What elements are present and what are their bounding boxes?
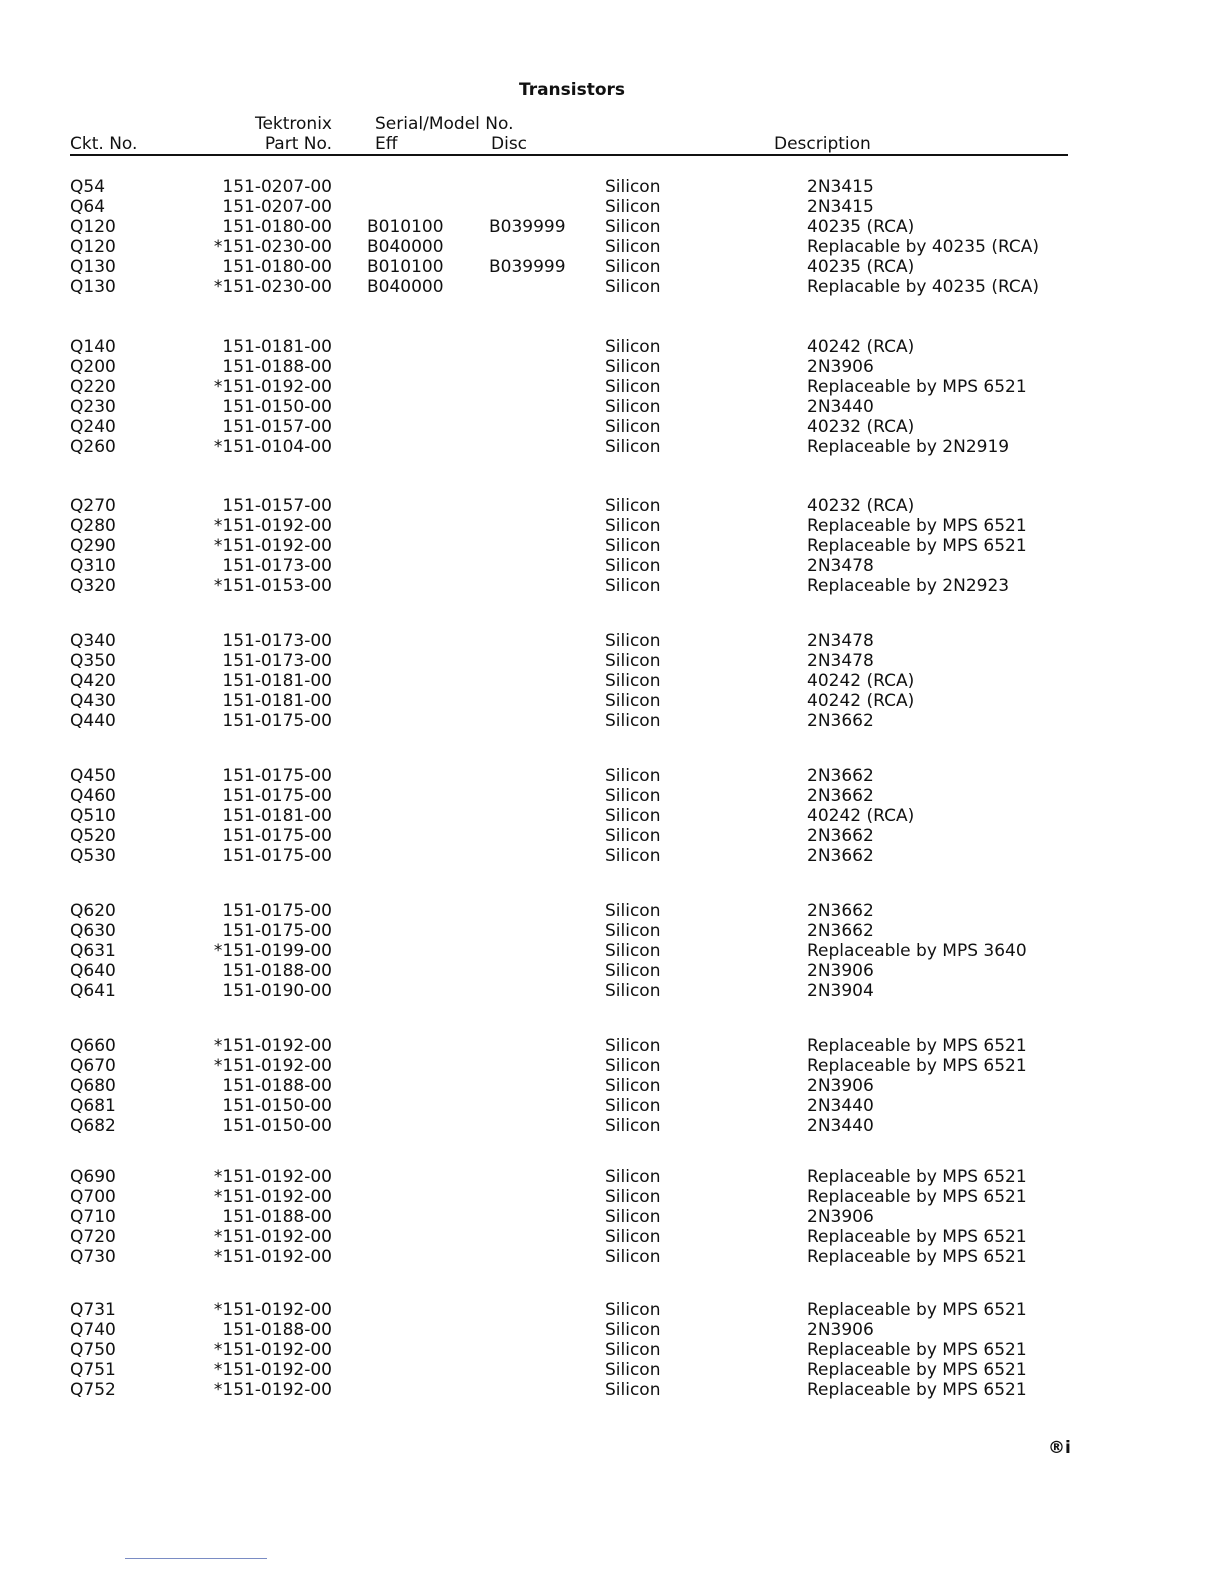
table-row <box>0 397 1224 417</box>
cell-desc: Replaceable by MPS 6521 <box>807 1360 1027 1380</box>
table-row <box>0 691 1224 711</box>
cell-desc: 2N3662 <box>807 786 874 806</box>
cell-desc: 2N3906 <box>807 1076 874 1096</box>
cell-part: 151-0157-00 <box>222 496 332 516</box>
cell-ckt: Q752 <box>70 1380 116 1400</box>
cell-ckt: Q240 <box>70 417 116 437</box>
table-row <box>0 651 1224 671</box>
cell-part: *151-0192-00 <box>213 1380 332 1400</box>
table-row <box>0 901 1224 921</box>
cell-type: Silicon <box>605 671 661 691</box>
cell-ckt: Q320 <box>70 576 116 596</box>
header-eff: Eff <box>375 134 398 154</box>
cell-desc: 2N3906 <box>807 961 874 981</box>
cell-type: Silicon <box>605 961 661 981</box>
cell-part: *151-0192-00 <box>213 1340 332 1360</box>
cell-type: Silicon <box>605 1380 661 1400</box>
table-row <box>0 496 1224 516</box>
cell-desc: 40242 (RCA) <box>807 806 915 826</box>
table-row <box>0 237 1224 257</box>
cell-type: Silicon <box>605 357 661 377</box>
cell-disc: B039999 <box>489 257 566 277</box>
cell-ckt: Q120 <box>70 237 116 257</box>
header-description: Description <box>774 134 871 154</box>
table-row <box>0 1167 1224 1187</box>
cell-desc: Replaceable by MPS 3640 <box>807 941 1027 961</box>
cell-type: Silicon <box>605 197 661 217</box>
cell-desc: 2N3440 <box>807 1096 874 1116</box>
cell-part: 151-0157-00 <box>222 417 332 437</box>
cell-desc: 40232 (RCA) <box>807 496 915 516</box>
table-row <box>0 961 1224 981</box>
cell-desc: 2N3440 <box>807 1116 874 1136</box>
cell-part: *151-0192-00 <box>213 1247 332 1267</box>
cell-type: Silicon <box>605 536 661 556</box>
table-row <box>0 377 1224 397</box>
cell-desc: 2N3478 <box>807 651 874 671</box>
cell-type: Silicon <box>605 921 661 941</box>
cell-type: Silicon <box>605 711 661 731</box>
cell-part: *151-0230-00 <box>213 277 332 297</box>
cell-part: *151-0192-00 <box>213 1187 332 1207</box>
table-row <box>0 536 1224 556</box>
cell-ckt: Q310 <box>70 556 116 576</box>
cell-eff: B040000 <box>367 237 444 257</box>
cell-desc: 2N3906 <box>807 357 874 377</box>
cell-part: 151-0188-00 <box>222 1320 332 1340</box>
revision-mark: ®i <box>1048 1438 1071 1458</box>
table-row <box>0 257 1224 277</box>
cell-type: Silicon <box>605 516 661 536</box>
cell-ckt: Q731 <box>70 1300 116 1320</box>
cell-disc: B039999 <box>489 217 566 237</box>
cell-eff: B010100 <box>367 257 444 277</box>
cell-part: 151-0188-00 <box>222 1207 332 1227</box>
cell-ckt: Q720 <box>70 1227 116 1247</box>
cell-ckt: Q140 <box>70 337 116 357</box>
cell-part: 151-0188-00 <box>222 961 332 981</box>
cell-desc: Replaceable by MPS 6521 <box>807 1056 1027 1076</box>
cell-part: 151-0190-00 <box>222 981 332 1001</box>
cell-ckt: Q130 <box>70 277 116 297</box>
table-row <box>0 786 1224 806</box>
cell-ckt: Q200 <box>70 357 116 377</box>
cell-desc: 40235 (RCA) <box>807 217 915 237</box>
cell-ckt: Q450 <box>70 766 116 786</box>
cell-type: Silicon <box>605 417 661 437</box>
cell-type: Silicon <box>605 377 661 397</box>
cell-part: *151-0199-00 <box>213 941 332 961</box>
cell-ckt: Q682 <box>70 1116 116 1136</box>
cell-type: Silicon <box>605 277 661 297</box>
cell-ckt: Q631 <box>70 941 116 961</box>
cell-ckt: Q120 <box>70 217 116 237</box>
table-row <box>0 1076 1224 1096</box>
cell-part: 151-0188-00 <box>222 1076 332 1096</box>
cell-desc: Replaceable by MPS 6521 <box>807 1167 1027 1187</box>
cell-type: Silicon <box>605 786 661 806</box>
table-row <box>0 1247 1224 1267</box>
table-row <box>0 437 1224 457</box>
cell-type: Silicon <box>605 941 661 961</box>
cell-part: 151-0181-00 <box>222 691 332 711</box>
cell-ckt: Q750 <box>70 1340 116 1360</box>
cell-part: 151-0175-00 <box>222 786 332 806</box>
cell-desc: Replaceable by MPS 6521 <box>807 516 1027 536</box>
cell-type: Silicon <box>605 1207 661 1227</box>
cell-ckt: Q680 <box>70 1076 116 1096</box>
cell-desc: Replacable by 40235 (RCA) <box>807 277 1040 297</box>
page-title: Transistors <box>518 80 626 100</box>
cell-desc: Replaceable by MPS 6521 <box>807 1340 1027 1360</box>
cell-type: Silicon <box>605 397 661 417</box>
cell-part: 151-0150-00 <box>222 1116 332 1136</box>
cell-desc: Replaceable by 2N2919 <box>807 437 1010 457</box>
cell-part: 151-0181-00 <box>222 671 332 691</box>
cell-desc: 2N3662 <box>807 846 874 866</box>
cell-part: 151-0175-00 <box>222 901 332 921</box>
cell-ckt: Q620 <box>70 901 116 921</box>
table-row <box>0 1207 1224 1227</box>
cell-part: 151-0150-00 <box>222 1096 332 1116</box>
cell-part: 151-0175-00 <box>222 826 332 846</box>
cell-desc: Replaceable by MPS 6521 <box>807 1036 1027 1056</box>
cell-type: Silicon <box>605 177 661 197</box>
cell-ckt: Q700 <box>70 1187 116 1207</box>
cell-part: 151-0175-00 <box>222 711 332 731</box>
cell-desc: 2N3662 <box>807 826 874 846</box>
cell-desc: Replaceable by MPS 6521 <box>807 1380 1027 1400</box>
cell-type: Silicon <box>605 766 661 786</box>
cell-desc: 40235 (RCA) <box>807 257 915 277</box>
cell-type: Silicon <box>605 1187 661 1207</box>
cell-desc: 2N3662 <box>807 901 874 921</box>
cell-ckt: Q681 <box>70 1096 116 1116</box>
cell-type: Silicon <box>605 651 661 671</box>
cell-ckt: Q510 <box>70 806 116 826</box>
cell-part: 151-0173-00 <box>222 556 332 576</box>
cell-type: Silicon <box>605 1056 661 1076</box>
header-tektronix: Tektronix <box>254 114 332 134</box>
header-disc: Disc <box>491 134 528 154</box>
cell-ckt: Q420 <box>70 671 116 691</box>
table-row <box>0 576 1224 596</box>
cell-type: Silicon <box>605 1340 661 1360</box>
table-row <box>0 711 1224 731</box>
table-row <box>0 1036 1224 1056</box>
cell-desc: 40242 (RCA) <box>807 691 915 711</box>
cell-type: Silicon <box>605 1036 661 1056</box>
cell-eff: B040000 <box>367 277 444 297</box>
cell-type: Silicon <box>605 901 661 921</box>
cell-part: *151-0192-00 <box>213 377 332 397</box>
cell-type: Silicon <box>605 576 661 596</box>
cell-type: Silicon <box>605 1300 661 1320</box>
table-row <box>0 921 1224 941</box>
table-row <box>0 941 1224 961</box>
table-row <box>0 846 1224 866</box>
table-row <box>0 177 1224 197</box>
cell-ckt: Q54 <box>70 177 106 197</box>
cell-part: *151-0192-00 <box>213 1056 332 1076</box>
cell-part: 151-0175-00 <box>222 766 332 786</box>
table-row <box>0 1320 1224 1340</box>
cell-desc: 2N3662 <box>807 766 874 786</box>
cell-desc: 2N3906 <box>807 1207 874 1227</box>
cell-desc: 2N3478 <box>807 631 874 651</box>
table-row <box>0 806 1224 826</box>
table-row <box>0 337 1224 357</box>
cell-ckt: Q230 <box>70 397 116 417</box>
cell-ckt: Q350 <box>70 651 116 671</box>
cell-desc: 2N3415 <box>807 177 874 197</box>
cell-part: 151-0175-00 <box>222 846 332 866</box>
cell-desc: Replacable by 40235 (RCA) <box>807 237 1040 257</box>
table-row <box>0 671 1224 691</box>
cell-desc: 2N3662 <box>807 711 874 731</box>
cell-part: *151-0104-00 <box>213 437 332 457</box>
table-row <box>0 516 1224 536</box>
cell-ckt: Q460 <box>70 786 116 806</box>
cell-part: *151-0192-00 <box>213 1360 332 1380</box>
cell-ckt: Q280 <box>70 516 116 536</box>
cell-ckt: Q260 <box>70 437 116 457</box>
cell-type: Silicon <box>605 1360 661 1380</box>
cell-desc: Replaceable by MPS 6521 <box>807 1247 1027 1267</box>
cell-desc: 2N3415 <box>807 197 874 217</box>
cell-ckt: Q340 <box>70 631 116 651</box>
cell-part: *151-0230-00 <box>213 237 332 257</box>
cell-desc: 2N3478 <box>807 556 874 576</box>
cell-part: *151-0192-00 <box>213 1227 332 1247</box>
table-row <box>0 981 1224 1001</box>
cell-part: 151-0150-00 <box>222 397 332 417</box>
table-row <box>0 417 1224 437</box>
cell-desc: 2N3906 <box>807 1320 874 1340</box>
cell-part: 151-0188-00 <box>222 357 332 377</box>
cell-ckt: Q690 <box>70 1167 116 1187</box>
table-row <box>0 277 1224 297</box>
table-row <box>0 357 1224 377</box>
cell-part: 151-0180-00 <box>222 217 332 237</box>
table-row <box>0 1056 1224 1076</box>
cell-desc: Replaceable by MPS 6521 <box>807 536 1027 556</box>
cell-desc: 40232 (RCA) <box>807 417 915 437</box>
cell-desc: 40242 (RCA) <box>807 671 915 691</box>
cell-desc: 2N3440 <box>807 397 874 417</box>
table-row <box>0 1096 1224 1116</box>
cell-ckt: Q220 <box>70 377 116 397</box>
cell-part: 151-0180-00 <box>222 257 332 277</box>
cell-ckt: Q641 <box>70 981 116 1001</box>
cell-ckt: Q290 <box>70 536 116 556</box>
table-row <box>0 1380 1224 1400</box>
cell-part: 151-0181-00 <box>222 337 332 357</box>
table-row <box>0 1300 1224 1320</box>
cell-ckt: Q670 <box>70 1056 116 1076</box>
cell-ckt: Q740 <box>70 1320 116 1340</box>
cell-part: 151-0173-00 <box>222 631 332 651</box>
cell-ckt: Q710 <box>70 1207 116 1227</box>
cell-type: Silicon <box>605 1076 661 1096</box>
cell-ckt: Q440 <box>70 711 116 731</box>
cell-ckt: Q520 <box>70 826 116 846</box>
cell-desc: 2N3662 <box>807 921 874 941</box>
cell-part: *151-0192-00 <box>213 1167 332 1187</box>
cell-part: 151-0173-00 <box>222 651 332 671</box>
cell-part: *151-0192-00 <box>213 1036 332 1056</box>
cell-type: Silicon <box>605 1096 661 1116</box>
table-row <box>0 826 1224 846</box>
cell-ckt: Q640 <box>70 961 116 981</box>
cell-part: *151-0192-00 <box>213 536 332 556</box>
table-row <box>0 1116 1224 1136</box>
table-row <box>0 197 1224 217</box>
cell-ckt: Q730 <box>70 1247 116 1267</box>
table-row <box>0 1227 1224 1247</box>
cell-part: 151-0207-00 <box>222 197 332 217</box>
cell-eff: B010100 <box>367 217 444 237</box>
table-row <box>0 766 1224 786</box>
cell-part: 151-0207-00 <box>222 177 332 197</box>
cell-type: Silicon <box>605 806 661 826</box>
cell-type: Silicon <box>605 1167 661 1187</box>
cell-desc: Replaceable by MPS 6521 <box>807 377 1027 397</box>
cell-type: Silicon <box>605 556 661 576</box>
table-row <box>0 556 1224 576</box>
footer-line <box>125 1558 267 1559</box>
cell-type: Silicon <box>605 217 661 237</box>
cell-ckt: Q270 <box>70 496 116 516</box>
cell-part: *151-0153-00 <box>213 576 332 596</box>
cell-part: 151-0175-00 <box>222 921 332 941</box>
cell-type: Silicon <box>605 496 661 516</box>
cell-part: 151-0181-00 <box>222 806 332 826</box>
cell-part: *151-0192-00 <box>213 516 332 536</box>
cell-ckt: Q751 <box>70 1360 116 1380</box>
table-row <box>0 1187 1224 1207</box>
cell-type: Silicon <box>605 846 661 866</box>
cell-ckt: Q64 <box>70 197 106 217</box>
cell-ckt: Q660 <box>70 1036 116 1056</box>
cell-type: Silicon <box>605 1247 661 1267</box>
cell-desc: 40242 (RCA) <box>807 337 915 357</box>
header-rule <box>70 154 1068 156</box>
cell-desc: 2N3904 <box>807 981 874 1001</box>
cell-type: Silicon <box>605 981 661 1001</box>
cell-type: Silicon <box>605 257 661 277</box>
cell-part: *151-0192-00 <box>213 1300 332 1320</box>
cell-desc: Replaceable by 2N2923 <box>807 576 1010 596</box>
cell-type: Silicon <box>605 237 661 257</box>
cell-type: Silicon <box>605 437 661 457</box>
table-row <box>0 217 1224 237</box>
cell-desc: Replaceable by MPS 6521 <box>807 1300 1027 1320</box>
cell-ckt: Q430 <box>70 691 116 711</box>
cell-type: Silicon <box>605 631 661 651</box>
table-row <box>0 631 1224 651</box>
cell-type: Silicon <box>605 691 661 711</box>
cell-ckt: Q630 <box>70 921 116 941</box>
table-row <box>0 1340 1224 1360</box>
cell-type: Silicon <box>605 1116 661 1136</box>
cell-desc: Replaceable by MPS 6521 <box>807 1187 1027 1207</box>
cell-desc: Replaceable by MPS 6521 <box>807 1227 1027 1247</box>
cell-type: Silicon <box>605 1320 661 1340</box>
cell-type: Silicon <box>605 337 661 357</box>
header-serial-model-no: Serial/Model No. <box>375 114 514 134</box>
cell-ckt: Q530 <box>70 846 116 866</box>
table-row <box>0 1360 1224 1380</box>
cell-ckt: Q130 <box>70 257 116 277</box>
header-part-no: Part No. <box>264 134 332 154</box>
cell-type: Silicon <box>605 1227 661 1247</box>
header-ckt-no: Ckt. No. <box>70 134 138 154</box>
cell-type: Silicon <box>605 826 661 846</box>
